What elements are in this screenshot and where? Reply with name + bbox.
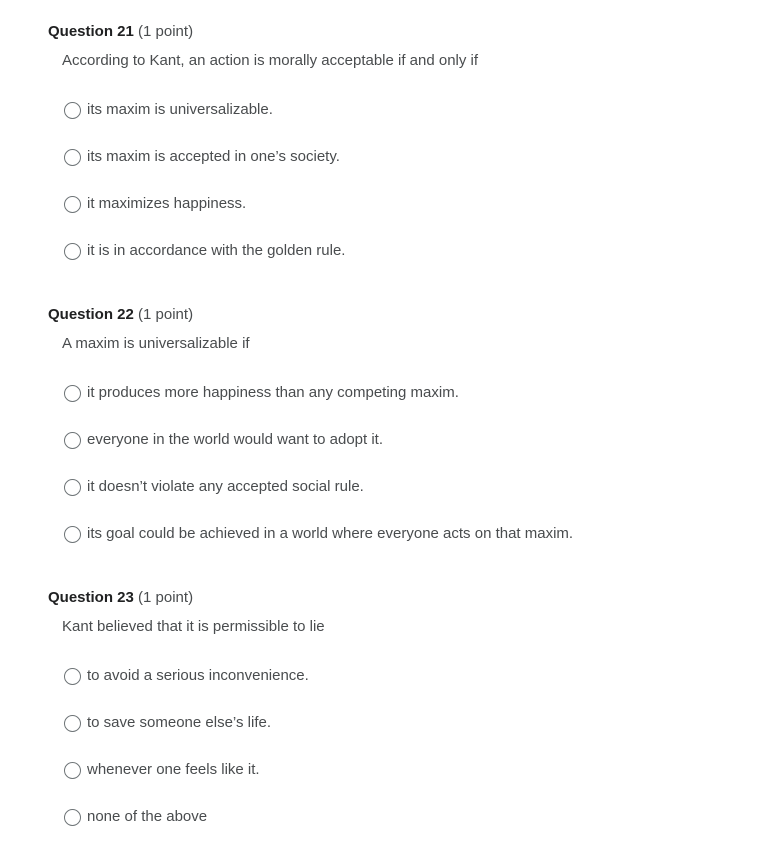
choice-option[interactable] bbox=[64, 524, 573, 544]
choice-option[interactable] bbox=[64, 194, 246, 214]
radio-button[interactable] bbox=[64, 196, 81, 213]
choice-option[interactable] bbox=[64, 713, 271, 733]
question-title: Question 23 bbox=[48, 589, 134, 606]
choice-label[interactable]: none of the above bbox=[87, 808, 208, 825]
choice-option[interactable] bbox=[64, 666, 309, 686]
choice-label[interactable]: whenever one feels like it. bbox=[87, 761, 260, 778]
choice-label[interactable]: its maxim is universalizable. bbox=[87, 101, 273, 118]
choice-option[interactable] bbox=[64, 807, 207, 827]
choice-option[interactable] bbox=[64, 760, 260, 780]
question-points: (1 point) bbox=[138, 306, 194, 323]
radio-button[interactable] bbox=[64, 526, 81, 543]
choice-label[interactable]: it doesn’t violate any accepted social rule. bbox=[87, 478, 364, 495]
radio-button[interactable] bbox=[64, 715, 81, 732]
question-header bbox=[48, 23, 193, 41]
choice-label[interactable]: its goal could be achieved in a world where everyone acts on that maxim. bbox=[87, 525, 574, 542]
radio-button[interactable] bbox=[64, 479, 81, 496]
radio-button[interactable] bbox=[64, 102, 81, 119]
question-points: (1 point) bbox=[138, 23, 194, 40]
radio-button[interactable] bbox=[64, 762, 81, 779]
question-header bbox=[48, 589, 193, 607]
choice-option[interactable] bbox=[64, 383, 459, 403]
question-prompt: Kant believed that it is permissible to lie bbox=[62, 618, 325, 635]
choice-label[interactable]: its maxim is accepted in one’s society. bbox=[87, 148, 340, 165]
radio-button[interactable] bbox=[64, 809, 81, 826]
choice-label[interactable]: it is in accordance with the golden rule. bbox=[87, 242, 346, 259]
choice-label[interactable]: to save someone else’s life. bbox=[87, 714, 271, 731]
question-header bbox=[48, 306, 193, 324]
choice-option[interactable] bbox=[64, 430, 383, 450]
choice-label[interactable]: to avoid a serious inconvenience. bbox=[87, 667, 309, 684]
question-points: (1 point) bbox=[138, 589, 194, 606]
choice-option[interactable] bbox=[64, 147, 340, 167]
choice-label[interactable]: it produces more happiness than any competing maxim. bbox=[87, 384, 459, 401]
choice-label[interactable]: everyone in the world would want to adopt it. bbox=[87, 431, 384, 448]
radio-button[interactable] bbox=[64, 243, 81, 260]
question-prompt: A maxim is universalizable if bbox=[62, 335, 250, 352]
choice-option[interactable] bbox=[64, 100, 273, 120]
question-title: Question 21 bbox=[48, 23, 134, 40]
question-prompt: According to Kant, an action is morally acceptable if and only if bbox=[62, 52, 479, 69]
choice-option[interactable] bbox=[64, 477, 364, 497]
radio-button[interactable] bbox=[64, 668, 81, 685]
radio-button[interactable] bbox=[64, 385, 81, 402]
choice-option[interactable] bbox=[64, 241, 345, 261]
question-title: Question 22 bbox=[48, 306, 134, 323]
radio-button[interactable] bbox=[64, 149, 81, 166]
choice-label[interactable]: it maximizes happiness. bbox=[87, 195, 247, 212]
radio-button[interactable] bbox=[64, 432, 81, 449]
